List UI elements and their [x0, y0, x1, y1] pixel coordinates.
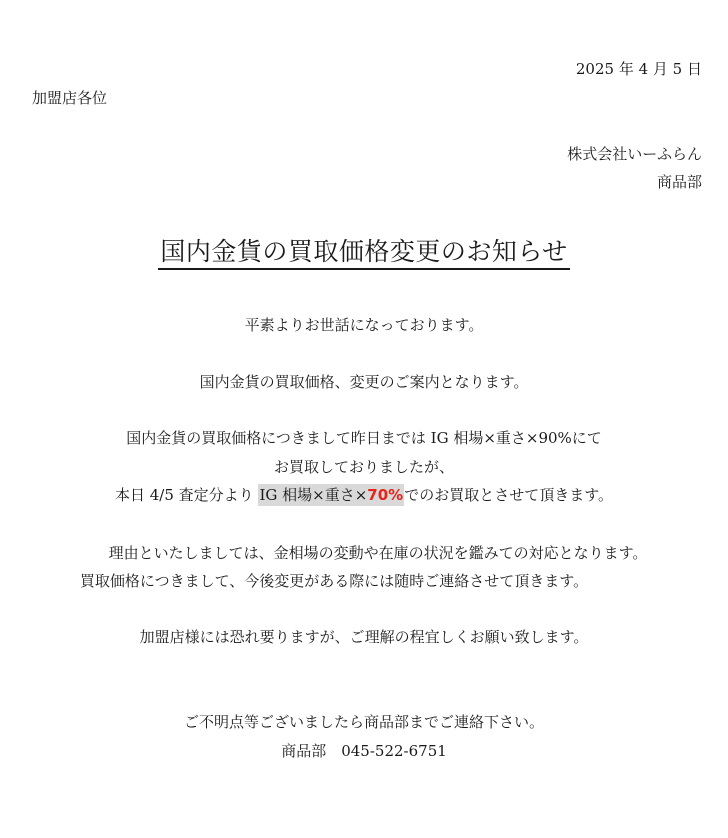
document-date: 2025 年 4 月 5 日	[575, 60, 702, 78]
new-rate-suffix: でのお買取とさせて頂きます。	[404, 486, 613, 504]
apology: 加盟店様には恐れ要りますが、ご理解の程宜しくお願い致します。	[139, 628, 589, 646]
new-rate-formula: IG 相場×重さ×	[259, 486, 368, 504]
contact-phone: 045-522-6751	[341, 742, 447, 760]
sender-company: 株式会社いーふらん	[567, 145, 702, 163]
contact-info	[0, 740, 728, 761]
reason-line-2: 買取価格につきまして、今後変更がある際には随時ご連絡させて頂きます。	[79, 572, 589, 590]
greeting: 平素よりお世話になっております。	[244, 316, 484, 334]
intro: 国内金貨の買取価格、変更のご案内となります。	[199, 373, 529, 391]
new-rate-percent: 70%	[367, 486, 404, 504]
addressee: 加盟店各位	[32, 89, 108, 107]
new-rate-highlight	[258, 484, 404, 506]
price-paragraph-line-1: 国内金貨の買取価格につきまして昨日までは IG 相場×重さ×90%にて	[126, 429, 602, 447]
price-paragraph-line-2: お買取しておりましたが、	[273, 458, 454, 476]
contact-line: ご不明点等ございましたら商品部までご連絡下さい。	[183, 713, 544, 731]
price-paragraph-line-3	[0, 484, 728, 505]
contact-department: 商品部	[281, 742, 327, 760]
document-title: 国内金貨の買取価格変更のお知らせ	[158, 237, 569, 270]
new-rate-prefix: 本日 4/5 査定分より	[115, 486, 259, 504]
document-title-wrapper	[0, 232, 728, 268]
sender-department: 商品部	[656, 173, 702, 191]
reason-line-1: 理由といたしましては、金相場の変動や在庫の状況を鑑みての対応となります。	[108, 544, 648, 562]
